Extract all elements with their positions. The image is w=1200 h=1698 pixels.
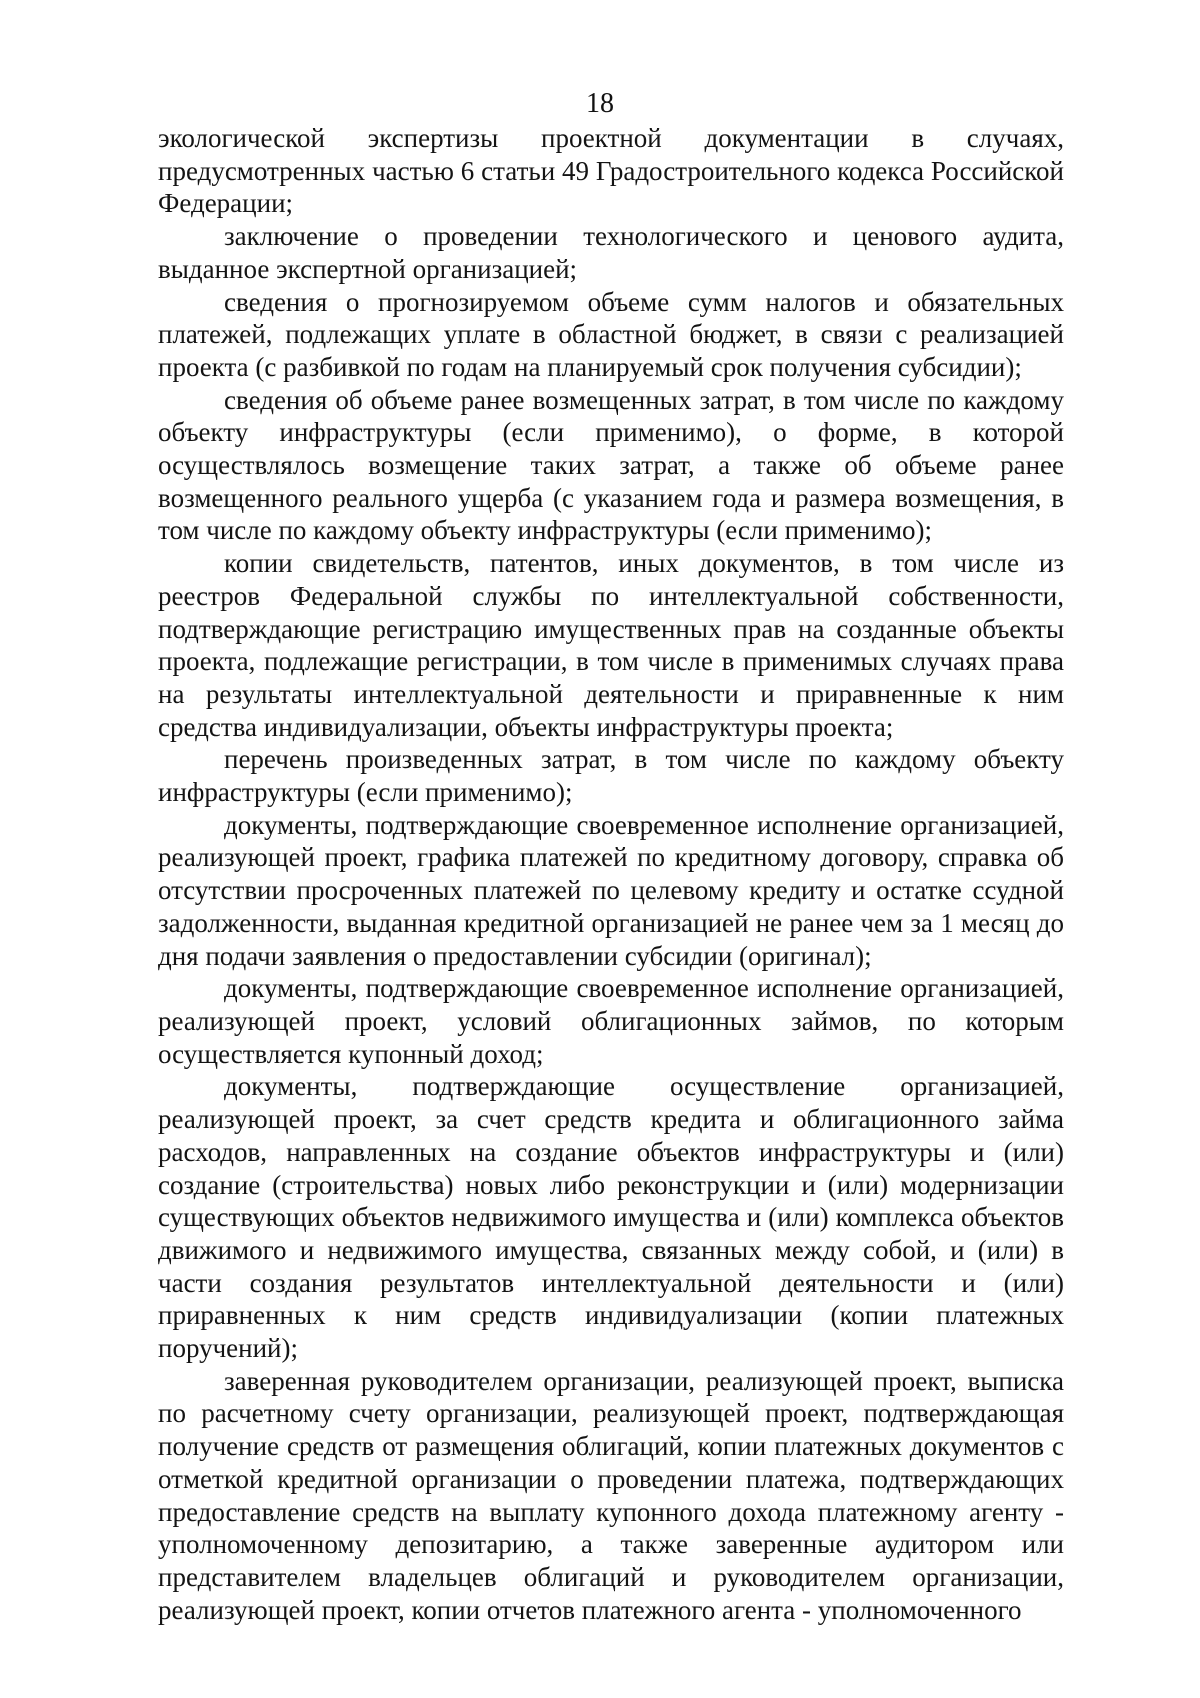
paragraph-4: сведения об объеме ранее возмещенных затрат, в том числе по каждому объекту инфраструктуры (если применимо), о форме, в которой осуществлялось возмещение таких затрат, а также об объеме ранее возмещенного реального ущерба (с указанием года и размера возмещения, в том числе по каждому объекту инфраструктуры (если применимо);	[158, 384, 1064, 546]
paragraph-2: заключение о проведении технологического и ценового аудита, выданное экспертной организацией;	[158, 221, 1064, 284]
paragraph-8: документы, подтверждающие своевременное исполнение организацией, реализующей проект, условий облигационных займов, по которым осуществляется купонный доход;	[158, 973, 1064, 1069]
paragraph-6: перечень произведенных затрат, в том числе по каждому объекту инфраструктуры (если применимо);	[158, 744, 1064, 808]
document-body	[158, 122, 1064, 1626]
paragraph-10: заверенная руководителем организации, реализующей проект, выписка по расчетному счету организации, реализующей проект, подтверждающая получение средств от размещения облигаций, копии платежных документов с отметкой кредитной организации о проведении платежа, подтверждающих предоставление средств на выплату купонного дохода платежному агенту - уполномоченному депозитарию, а также заверенные аудитором или представителем владельцев облигаций и руководителем организации, реализующей проект, копии отчетов платежного агента - уполномоченного	[158, 1365, 1064, 1625]
page-number: 18	[586, 88, 614, 119]
paragraph-5: копии свидетельств, патентов, иных документов, в том числе из реестров Федеральной службы по интеллектуальной собственности, подтверждающие регистрацию имущественных прав на созданные объекты проекта, подлежащие регистрации, в том числе в применимых случаях права на результаты интеллектуальной деятельности и приравненные к ним средства индивидуализации, объекты инфраструктуры проекта;	[158, 548, 1064, 742]
paragraph-3: сведения о прогнозируемом объеме сумм налогов и обязательных платежей, подлежащих уплате в областной бюджет, в связи с реализацией проекта (с разбивкой по годам на планируемый срок получения субсидии);	[158, 286, 1064, 382]
paragraph-1: экологической экспертизы проектной документации в случаях, предусмотренных частью 6 статьи 49 Градостроительного кодекса Российской Федерации;	[158, 123, 1064, 219]
paragraph-9: документы, подтверждающие осуществление организацией, реализующей проект, за счет средств кредита и облигационного займа расходов, направленных на создание объектов инфраструктуры и (или) создание (строительства) новых либо реконструкции и (или) модернизации существующих объектов недвижимого имущества и (или) комплекса объектов движимого и недвижимого имущества, связанных между собой, и (или) в части создания результатов интеллектуальной деятельности и (или) приравненных к ним средств индивидуализации (копии платежных поручений);	[158, 1071, 1064, 1364]
paragraph-7: документы, подтверждающие своевременное исполнение организацией, реализующей проект, графика платежей по кредитному договору, справка об отсутствии просроченных платежей по целевому кредиту и остатке ссудной задолженности, выданная кредитной организацией не ранее чем за 1 месяц до дня подачи заявления о предоставлении субсидии (оригинал);	[158, 809, 1064, 971]
